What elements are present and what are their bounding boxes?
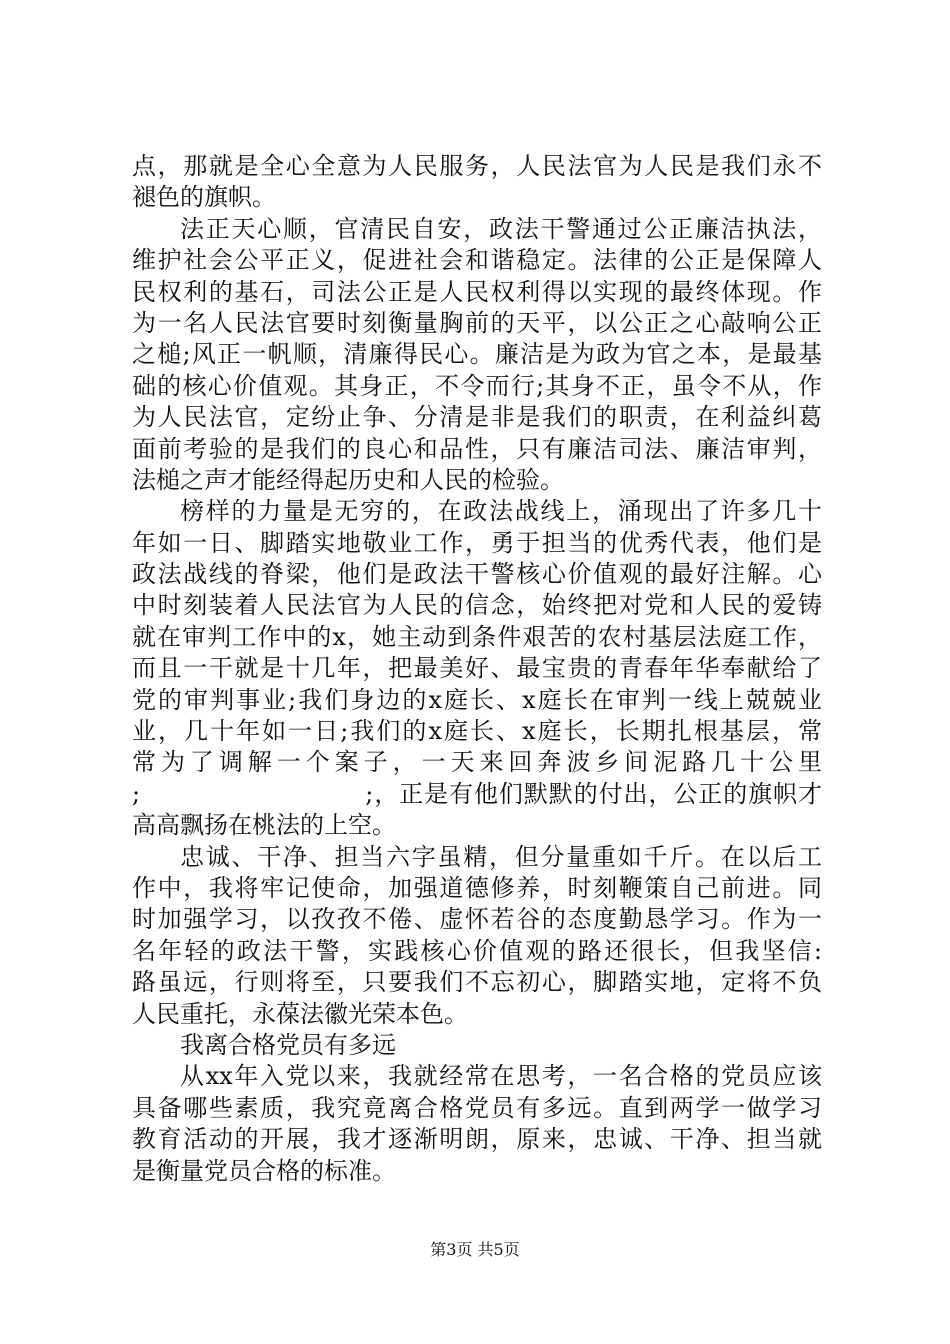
text-line: 法槌之声才能经得起历史和人民的检验。 — [132, 465, 564, 494]
text-line: 业，几十年如一日;我们的x庭长、x庭长，长期扎根基层，常 — [132, 717, 822, 746]
text-line: 就在审判工作中的x，她主动到条件艰苦的农村基层法庭工作， — [132, 622, 822, 651]
text-line: 础的核心价值观。其身正，不令而行;其身不正，虽令不从，作 — [132, 371, 822, 400]
text-line: 年如一日、脚踏实地敬业工作，勇于担当的优秀代表，他们是 — [132, 528, 822, 557]
text-line: 高高飘扬在桃法的上空。 — [132, 811, 396, 840]
text-line: ; ;，正是有他们默默的付出，公正的旗帜才 — [132, 779, 822, 808]
text-line: 维护社会公平正义，促进社会和谐稳定。法律的公正是保障人 — [132, 246, 822, 275]
text-line: 中时刻装着人民法官为人民的信念，始终把对党和人民的爱铸 — [132, 591, 822, 620]
text-line: 点，那就是全心全意为人民服务，人民法官为人民是我们永不 — [132, 152, 822, 180]
text-line: 我离合格党员有多远 — [180, 1030, 396, 1059]
text-line: 人民重托，永葆法徽光荣本色。 — [132, 999, 468, 1028]
page-footer — [0, 1240, 950, 1260]
text-line: 法正天心顺，官清民自安，政法干警通过公正廉洁执法， — [180, 214, 822, 243]
text-line: 路虽远，行则将至，只要我们不忘初心，脚踏实地，定将不负 — [132, 968, 822, 997]
text-line: 褪色的旗帜。 — [132, 183, 276, 212]
text-line: 教育活动的开展，我才逐渐明朗，原来，忠诚、干净、担当就 — [132, 1125, 822, 1154]
text-line: 榜样的力量是无穷的，在政法战线上，涌现出了许多几十 — [180, 497, 822, 526]
text-line: 面前考验的是我们的良心和品性，只有廉洁司法、廉洁审判， — [132, 434, 822, 463]
text-line: 而且一干就是十几年，把最美好、最宝贵的青春年华奉献给了 — [132, 654, 822, 683]
text-line: 党的审判事业;我们身边的x庭长、x庭长在审判一线上兢兢业 — [132, 685, 822, 714]
text-line: 为一名人民法官要时刻衡量胸前的天平，以公正之心敲响公正 — [132, 308, 822, 337]
text-line: 是衡量党员合格的标准。 — [132, 1156, 396, 1185]
text-line: 名年轻的政法干警，实践核心价值观的路还很长，但我坚信: — [132, 936, 822, 965]
page-number-label: 第3页 共5页 — [430, 1240, 520, 1259]
text-line: 政法战线的脊梁，他们是政法干警核心价值观的最好注解。心 — [132, 560, 822, 589]
text-line: 之槌;风正一帆顺，清廉得民心。廉洁是为政为官之本，是最基 — [132, 340, 822, 369]
text-line: 作中，我将牢记使命，加强道德修养，时刻鞭策自己前进。同 — [132, 873, 822, 902]
document-body — [132, 151, 822, 1187]
text-line: 从xx年入党以来，我就经常在思考，一名合格的党员应该 — [180, 1062, 822, 1091]
text-line: 时加强学习，以孜孜不倦、虚怀若谷的态度勤恳学习。作为一 — [132, 905, 822, 934]
text-line: 常为了调解一个案子，一天来回奔波乡间泥路几十公里 — [132, 748, 822, 777]
text-line: 忠诚、干净、担当六字虽精，但分量重如千斤。在以后工 — [180, 842, 822, 871]
text-line: 为人民法官，定纷止争、分清是非是我们的职责，在利益纠葛 — [132, 403, 822, 432]
text-line: 具备哪些素质，我究竟离合格党员有多远。直到两学一做学习 — [132, 1093, 822, 1122]
text-line: 民权利的基石，司法公正是人民权利得以实现的最终体现。作 — [132, 277, 822, 306]
